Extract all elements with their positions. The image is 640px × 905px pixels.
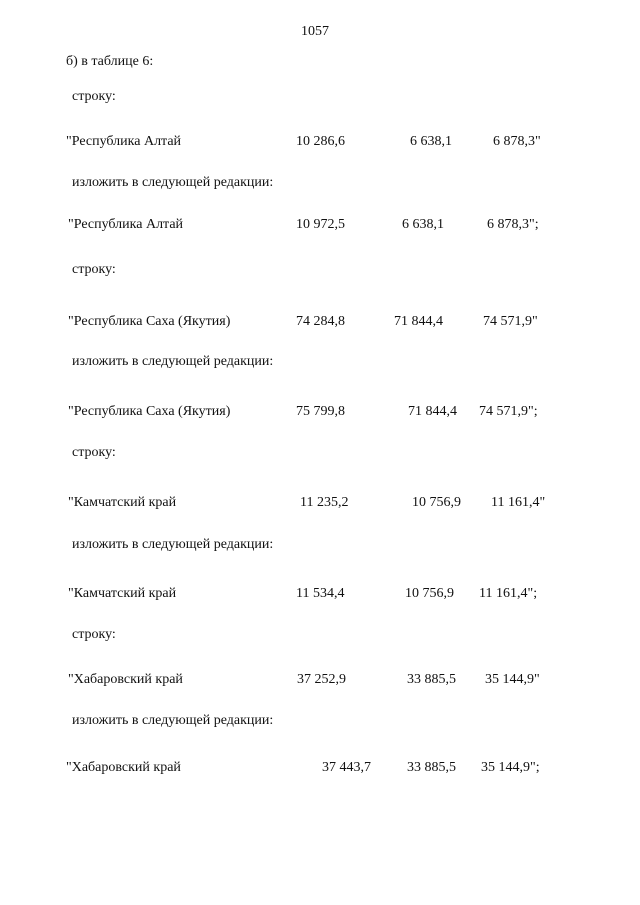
row-value-2: 33 885,5 (407, 672, 456, 687)
row-value-1: 37 443,7 (322, 760, 371, 775)
intro-text: строку: (72, 262, 116, 277)
row-value-3: 6 878,3" (493, 134, 541, 149)
row-value-3: 6 878,3"; (487, 217, 539, 232)
page-number: 1057 (301, 24, 329, 39)
row-name: "Республика Алтай (66, 134, 182, 149)
row-name: "Камчатский край (68, 586, 177, 601)
row-value-2: 33 885,5 (407, 760, 456, 775)
row-value-2: 6 638,1 (410, 134, 452, 149)
row-value-2: 10 756,9 (405, 586, 454, 601)
section-heading: б) в таблице 6: (66, 54, 154, 69)
row-value-2: 6 638,1 (402, 217, 444, 232)
row-name: "Хабаровский край (68, 672, 183, 687)
intro-text: строку: (72, 627, 116, 642)
row-value-2: 71 844,4 (408, 404, 457, 419)
row-value-1: 10 972,5 (296, 217, 345, 232)
row-name: "Камчатский край (68, 495, 177, 510)
row-value-3: 35 144,9"; (481, 760, 540, 775)
replace-label: изложить в следующей редакции: (72, 354, 274, 369)
intro-text: строку: (72, 89, 116, 104)
row-value-1: 10 286,6 (296, 134, 345, 149)
row-value-1: 37 252,9 (297, 672, 346, 687)
row-value-1: 75 799,8 (296, 404, 345, 419)
row-value-3: 35 144,9" (485, 672, 540, 687)
row-value-1: 11 534,4 (296, 586, 345, 601)
row-value-3: 74 571,9"; (479, 404, 538, 419)
row-value-2: 71 844,4 (394, 314, 443, 329)
replace-label: изложить в следующей редакции: (72, 175, 274, 190)
row-value-3: 11 161,4" (491, 495, 546, 510)
row-value-2: 10 756,9 (412, 495, 461, 510)
row-value-1: 74 284,8 (296, 314, 345, 329)
row-name: "Республика Саха (Якутия) (68, 404, 231, 419)
replace-label: изложить в следующей редакции: (72, 713, 274, 728)
intro-text: строку: (72, 445, 116, 460)
row-value-1: 11 235,2 (300, 495, 349, 510)
row-value-3: 11 161,4"; (479, 586, 538, 601)
replace-label: изложить в следующей редакции: (72, 537, 274, 552)
row-name: "Хабаровский край (66, 760, 181, 775)
row-name: "Республика Саха (Якутия) (68, 314, 231, 329)
row-value-3: 74 571,9" (483, 314, 538, 329)
row-name: "Республика Алтай (68, 217, 184, 232)
